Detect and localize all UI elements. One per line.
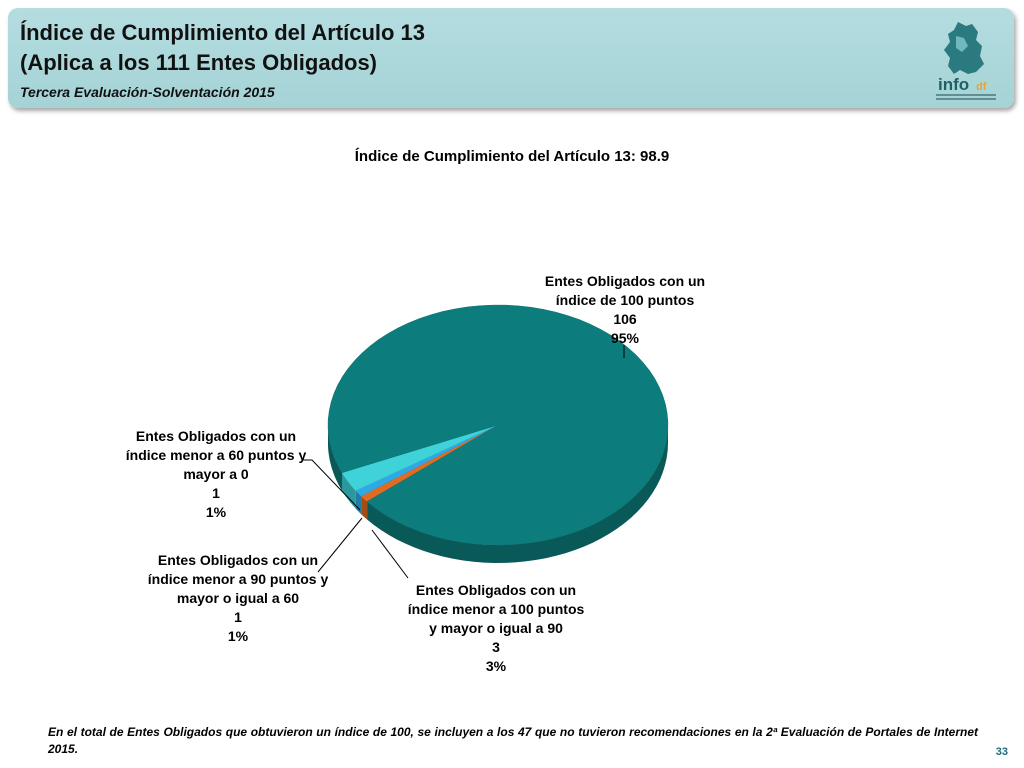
slice-label-100-line1: Entes Obligados con un [544,273,706,289]
slice-label-0-60-line1: Entes Obligados con un [135,428,297,444]
slice-label-60-90 [138,551,338,646]
slice-label-60-90-line3: mayor o igual a 60 [176,590,300,606]
slice-label-90-100-line1: Entes Obligados con un [415,582,577,598]
slice-label-0-60-line2: índice menor a 60 puntos y [125,447,307,463]
slice-label-60-90-line1: Entes Obligados con un [157,552,319,568]
slice-percent-60-90: 1% [227,628,249,644]
slice-label-0-60 [116,427,316,522]
slice-value-60-90: 1 [234,609,242,625]
slice-label-90-100-line3: y mayor o igual a 90 [429,620,563,636]
slice-percent-0-60: 1% [205,504,227,520]
slice-percent-100: 95% [610,330,640,346]
slice-value-90-100: 3 [492,639,500,655]
page-number: 33 [995,746,1008,758]
chart-title: Índice de Cumplimiento del Artículo 13: 98.9 [354,148,670,165]
footer-note: En el total de Entes Obligados que obtuvieron un índice de 100, se incluyen a los 47 que no tuvieron recomendaciones en la 2ª Evaluación de Portales de Internet 2015. [48,725,978,756]
logo-text: info [938,75,970,94]
slice-value-0-60: 1 [212,485,220,501]
slice-label-60-90-line2: índice menor a 90 puntos y [147,571,329,587]
slice-percent-90-100: 3% [485,658,507,674]
slice-label-90-100 [396,581,596,676]
slice-label-0-60-line3: mayor a 0 [183,466,249,482]
title-line-2: (Aplica a los 111 Entes Obligados) [20,50,378,75]
title-line-1: Índice de Cumplimiento del Artículo 13 [20,20,426,45]
slice-label-100-line2: índice de 100 puntos [555,292,695,308]
slice-label-100 [520,272,730,348]
logo-suffix: df [976,81,987,93]
page-subtitle: Tercera Evaluación-Solventación 2015 [20,84,275,100]
slice-label-90-100-line2: índice menor a 100 puntos [407,601,585,617]
slice-value-100: 106 [613,311,637,327]
